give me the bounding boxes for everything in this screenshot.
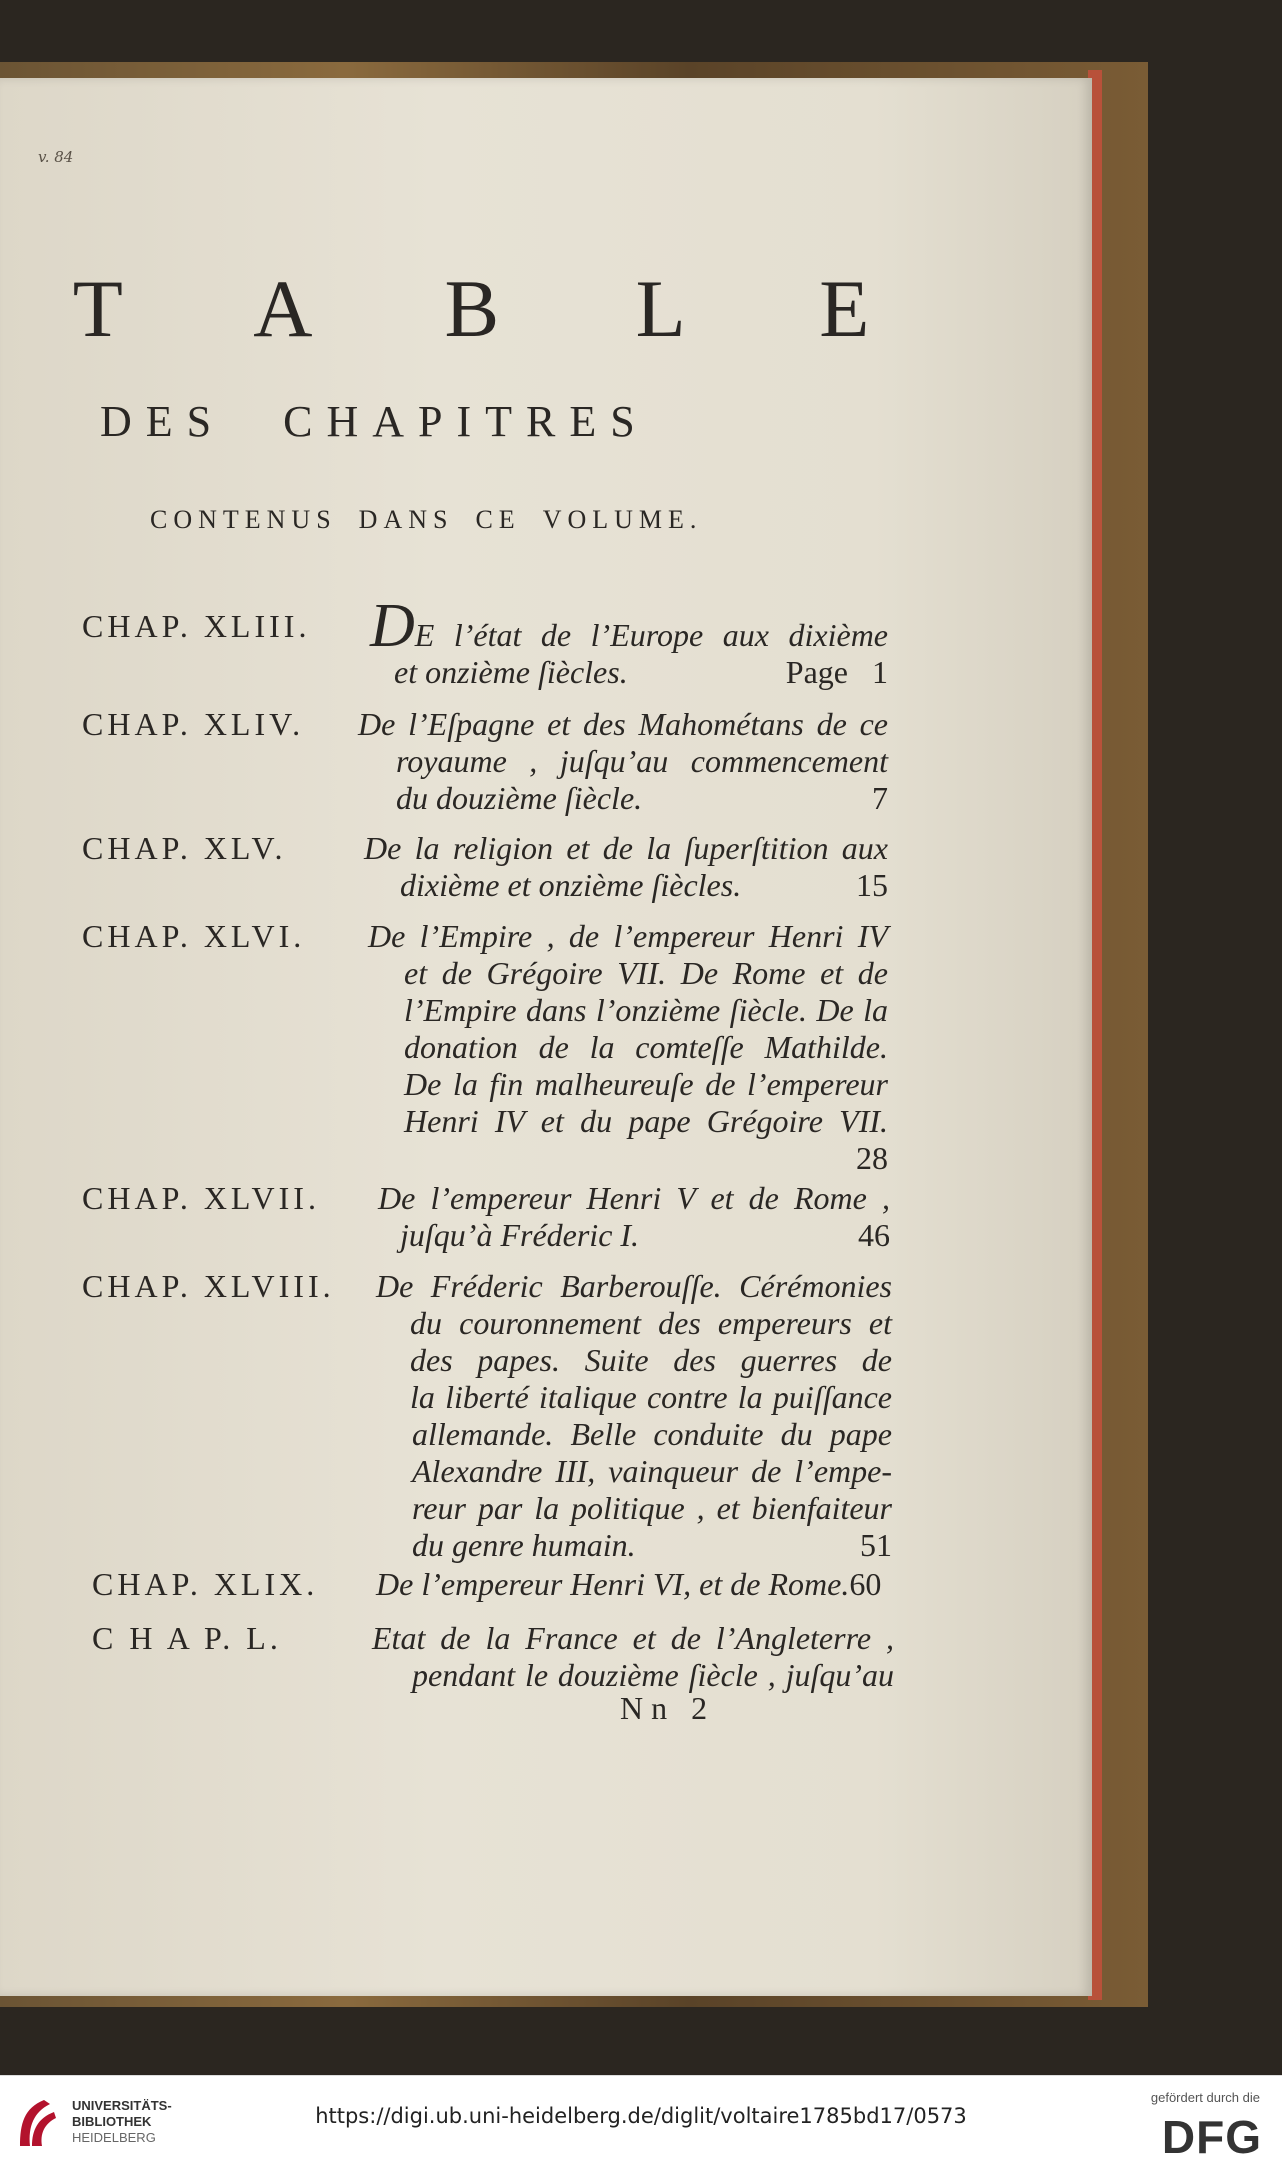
drop-initial: D [370, 592, 415, 660]
chapter-description [372, 1620, 894, 1694]
page-title: T A B L E [72, 263, 928, 354]
description-line: Etat de la France et de l’Angleterre , [372, 1620, 894, 1656]
shelfmark: v. 84 [38, 148, 74, 166]
page-number: 28 [856, 1140, 888, 1176]
description-line: royaume , juſqu’au commencement [396, 743, 888, 779]
subheading-word: CONTENUS [150, 505, 337, 534]
chapter-number: CHAP. XLV. [82, 830, 287, 866]
subheading-word: VOLUME. [542, 505, 703, 534]
page-number: 60 [849, 1566, 882, 1602]
description-line: De l’empereur Henri V et de Rome , [378, 1180, 890, 1216]
description-line: et onzième ſiècles. Page 1 [394, 654, 888, 690]
description-line: la liberté italique contre la puiſſance [410, 1379, 892, 1415]
university-library-logo-text: UNIVERSITÄTS- BIBLIOTHEK HEIDELBERG [72, 2098, 172, 2145]
chapter-description [376, 1566, 894, 1603]
page-number: Page 1 [785, 654, 888, 690]
viewer-footer [0, 2075, 1282, 2166]
chapter-number: CHAP. XLIV. [82, 706, 305, 742]
description-line: pendant le douzième ſiècle , juſqu’au [412, 1657, 894, 1693]
description-line: juſqu’à Fréderic I. 46 [400, 1217, 890, 1253]
funder-note: gefördert durch die [1150, 2090, 1260, 2105]
description-line: Alexandre III, vainqueur de l’empe- [412, 1453, 892, 1489]
description-line: De la fin malheureuſe de l’empereur [404, 1066, 888, 1102]
description-line: Henri IV et du pape Grégoire VII. [404, 1103, 888, 1139]
subheading-word: CE [475, 505, 521, 534]
subtitle-word-1: DES [100, 397, 226, 446]
chapter-number: CHAP. XLIII. [82, 608, 311, 644]
page-subheading [150, 505, 850, 535]
chapter-description [368, 918, 888, 1177]
chapter-description [376, 1268, 892, 1564]
page-label: Page [785, 654, 848, 690]
dfg-logo: DFG [1161, 2111, 1262, 2163]
chapter-description [378, 1180, 890, 1254]
chapter-number: C H A P. L. [92, 1620, 282, 1656]
description-line: De l’empereur Henri VI, et de Rome.60 [376, 1566, 882, 1602]
description-line: allemande. Belle conduite du pape [412, 1416, 892, 1452]
printer-signature: Nn 2 [620, 1690, 716, 1726]
chapter-number: CHAP. XLVIII. [82, 1268, 335, 1304]
chapter-number: CHAP. XLVII. [82, 1180, 320, 1216]
chapter-number: CHAP. XLIX. [92, 1566, 319, 1602]
permalink-url[interactable]: https://digi.ub.uni-heidelberg.de/diglit/voltaire1785bd17/0573 [315, 2104, 967, 2128]
description-line: De l’Empire , de l’empereur Henri IV [368, 918, 888, 954]
description-line: reur par la politique , et bienfaiteur [412, 1490, 892, 1526]
page-number: 15 [856, 867, 888, 903]
page-number: 46 [858, 1217, 890, 1253]
description-line: des papes. Suite des guerres de [410, 1342, 892, 1378]
page-number: 51 [860, 1527, 892, 1563]
page-number: 7 [872, 780, 888, 816]
description-line: De la religion et de la ſuperſtition aux [364, 830, 888, 866]
description-line: dixième et onzième ſiècles. 15 [400, 867, 888, 903]
description-line: DE l’état de l’Europe aux dixième [370, 592, 888, 660]
chapter-description [370, 592, 888, 691]
description-line: du couronnement des empereurs et [410, 1305, 892, 1341]
chapter-description [358, 706, 888, 817]
subheading-word: DANS [358, 505, 454, 534]
page-subtitle [100, 396, 880, 447]
chapter-description [364, 830, 888, 904]
description-line: De Fréderic Barberouſſe. Cérémonies [376, 1268, 892, 1304]
description-line: De l’Eſpagne et des Mahométans de ce [358, 706, 888, 742]
description-line: du douzième ſiècle. 7 [396, 780, 888, 816]
chapter-number: CHAP. XLVI. [82, 918, 306, 954]
description-line: l’Empire dans l’onzième ſiècle. De la [404, 992, 888, 1028]
subtitle-word-2: CHAPITRES [283, 397, 649, 446]
description-line [368, 1140, 888, 1177]
description-line: du genre humain. 51 [412, 1527, 892, 1563]
description-line: et de Grégoire VII. De Rome et de [404, 955, 888, 991]
description-line: donation de la comteſſe Mathilde. [404, 1029, 888, 1065]
